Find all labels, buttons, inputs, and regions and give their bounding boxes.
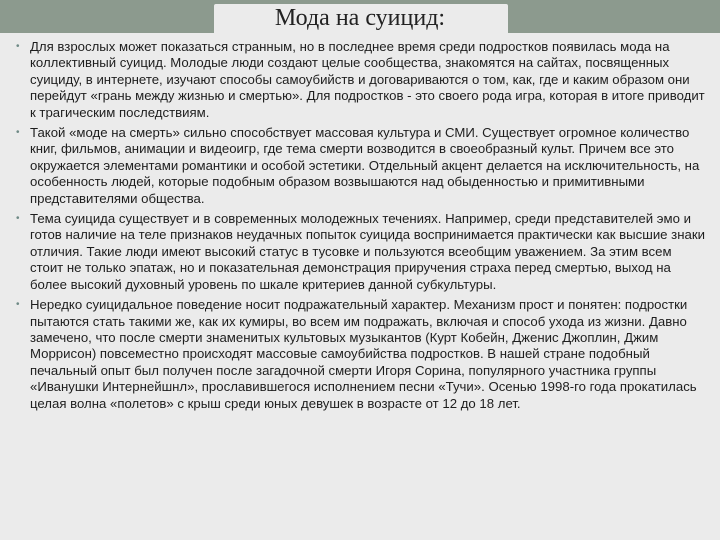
- bullet-icon: •: [16, 127, 20, 139]
- bullet-list: [16, 39, 706, 412]
- list-item: [16, 125, 706, 207]
- list-item: [16, 211, 706, 293]
- bullet-text: Такой «моде на смерть» сильно способствует массовая культура и СМИ. Существует огромное количество книг, фильмов, анимации и видеоигр, где тема смерти возводится в своеобразный культ. Причем все это окружается элементами романтики и особой эстетики. Отдельный акцент делается на исключительность, на особенность людей, которые подобным образом возвышаются над обыденностью и примитивными представителями общества.: [30, 125, 700, 206]
- list-item: [16, 39, 706, 121]
- bullet-icon: •: [16, 299, 20, 311]
- bullet-icon: •: [16, 213, 20, 225]
- bullet-text: Тема суицида существует и в современных молодежных течениях. Например, среди представителей эмо и готов наличие на теле признаков неудачных попыток суицида воспринимается практически как высшие знаки отличия. Такие люди имеют высокий статус в тусовке и пользуются всеобщим уважением. За этим всем стоит не только эпатаж, но и показательная демонстрация приручения страха перед смертью, выход на более высокий духовный уровень по шкале критериев данной субкультуры.: [30, 211, 705, 292]
- bullet-icon: •: [16, 41, 20, 52]
- bullet-text: Нередко суицидальное поведение носит подражательный характер. Механизм прост и понятен: подростки пытаются стать такими же, как их кумиры, во всем им подражать, включая и способ ухода из жизни. Давно замечено, что после смерти знаменитых культовых музыкантов (Курт Кобейн, Дженис Джоплин, Джим Моррисон) повсеместно происходят массовые самоубийства подростков. В нашей стране подобный печальный опыт был получен после загадочной смерти Игоря Сорина, популярного участника группы «Иванушки Интернейшнл», прославившегося исполнением песни «Тучи». Осенью 1998-го года прокатилась целая волна «полетов» с крыш среди юных девушек в возрасте от 12 до 18 лет.: [30, 297, 697, 411]
- bullet-text: Для взрослых может показаться странным, но в последнее время среди подростков появилась мода на коллективный суицид. Молодые люди создают целые сообщества, знакомятся на сайтах, посвященных суициду, в интернете, изучают способы самоубийств и договариваются о том, как, где и каким образом они перейдут «грань между жизнью и смертью». Для подростков - это своего рода игра, которая в итоге приводит к трагическим последствиям.: [30, 39, 705, 120]
- list-item: [16, 297, 706, 412]
- slide-title: Мода на суицид:: [274, 5, 446, 31]
